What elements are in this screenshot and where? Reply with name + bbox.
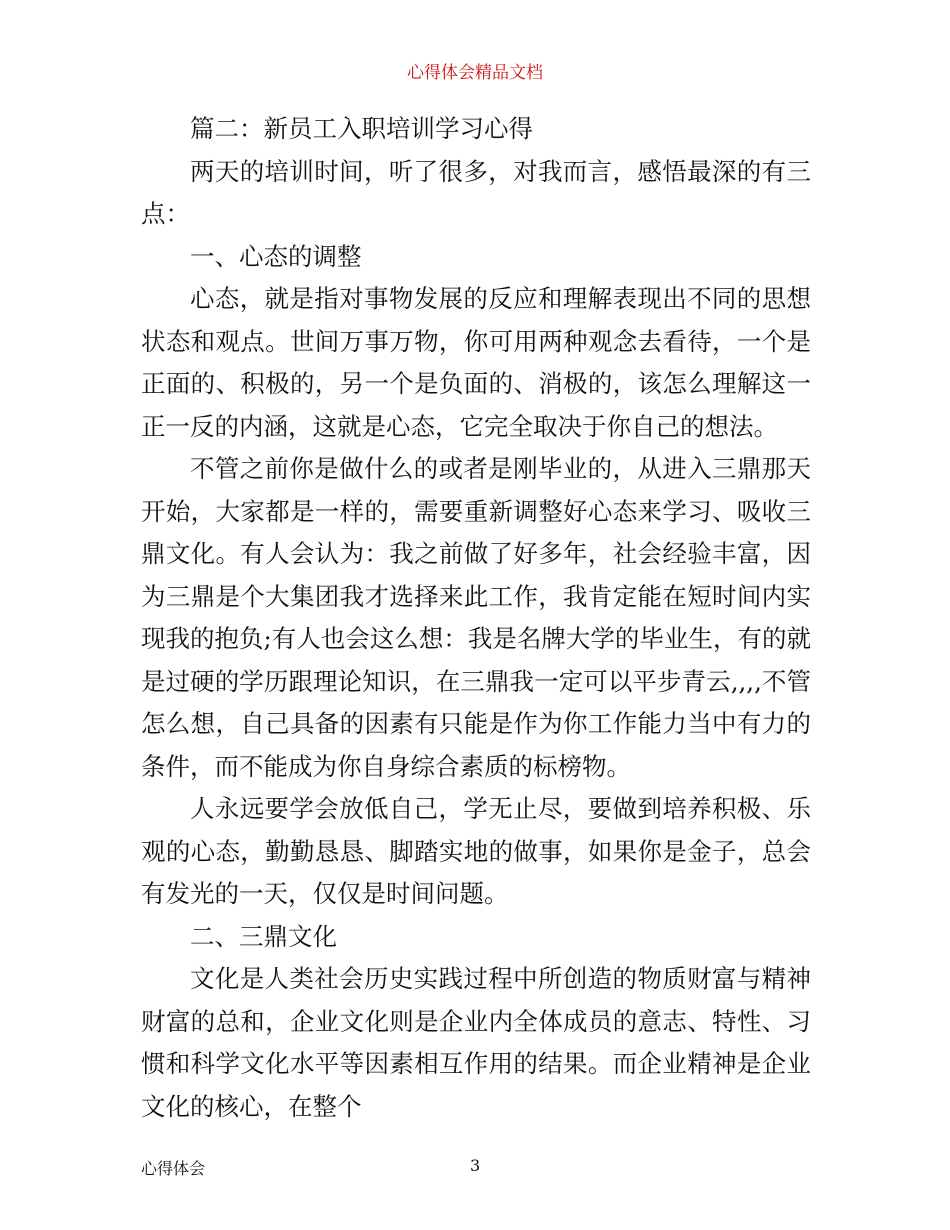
page-number: 3 xyxy=(470,1156,481,1175)
paragraph: 心态，就是指对事物发展的反应和理解表现出不同的思想状态和观点。世间万事万物，你可用两种观念去看待，一个是正面的、积极的，另一个是负面的、消极的，该怎么理解这一正一反的内涵，这就是心态，它完全取决于你自己的想法。 xyxy=(141,284,811,441)
section-heading: 二、三鼎文化 xyxy=(190,921,337,951)
article-title: 篇二：新员工入职培训学习心得 xyxy=(190,114,533,143)
paragraph: 不管之前你是做什么的或者是刚毕业的，从进入三鼎那天开始，大家都是一样的，需要重新调整好心态来学习、吸收三鼎文化。有人会认为：我之前做了好多年，社会经验丰富，因为三鼎是个大集团我才选择来此工作，我肯定能在短时间内实现我的抱负;有人也会这么想：我是名牌大学的毕业生，有的就是过硬的学历跟理论知识，在三鼎我一定可以平步青云,,,,不管怎么想，自己具备的因素有只能是作为你工作能力当中有力的条件，而不能成为你自身综合素质的标榜物。 xyxy=(141,454,811,781)
paragraph: 两天的培训时间，听了很多，对我而言，感悟最深的有三点： xyxy=(141,156,811,228)
section-heading: 一、心态的调整 xyxy=(190,241,362,271)
paragraph: 人永远要学会放低自己，学无止尽，要做到培养积极、乐观的心态，勤勤恳恳、脚踏实地的做事，如果你是金子，总会有发光的一天，仅仅是时间问题。 xyxy=(141,794,811,908)
page-header: 心得体会精品文档 xyxy=(407,63,543,83)
footer-label: 心得体会 xyxy=(141,1159,206,1178)
paragraph: 文化是人类社会历史实践过程中所创造的物质财富与精神财富的总和，企业文化则是企业内全体成员的意志、特性、习惯和科学文化水平等因素相互作用的结果。而企业精神是企业文化的核心，在整个 xyxy=(141,964,811,1121)
document-body xyxy=(141,108,811,1128)
